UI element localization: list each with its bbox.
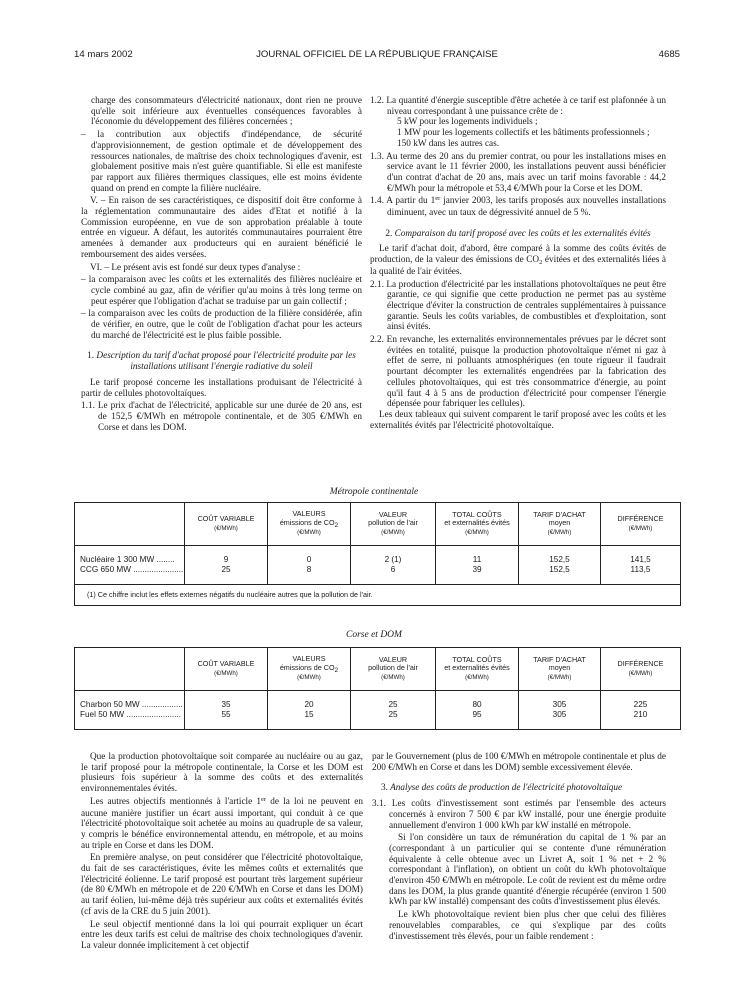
header-cell: VALEUR pollution de l'air (€/MWh) [351, 648, 436, 691]
numbered-paragraph: 1.2. La quantité d'énergie susceptible d'être achetée à ce tarif est plafonnée à un niveau correspondant à une puissance crête de : [370, 96, 666, 117]
header-cell: VALEURS émissions de $CO_2$ (€/MWh) [268, 503, 351, 546]
paragraph [81, 797, 363, 852]
text-run: évitées et des externalités liées à la qualité de l'air évitées. [370, 255, 666, 277]
table-header-row [75, 648, 681, 691]
paragraph: Les deux tableaux qui suivent comparent le tarif proposé avec les coûts et les externalités évités par l'électricité photovoltaïque. [370, 409, 666, 431]
paragraph: En première analyse, on peut considérer que l'électricité photovoltaïque, du fait de ses caractéristiques, évite les mêmes coûts et externalités que l'électricité éolienne. Le tarif proposé est pourtant très largement supérieur (de 80 €/MWh en métropole et de 220 €/MWh en Corse et dans les DOM) au tarif éolien, lui-même déjà très supérieur aux coûts et externalités évités (cf avis de la CRE du 5 juin 2001). [81, 853, 363, 917]
list-item: – la comparaison avec les coûts de production de la filière considérée, afin de vérifier, en outre, que le coût de l'obligation d'achat pour les acteurs du marché de l'électricité est le plus faible possible. [81, 309, 362, 341]
list-item: – la contribution aux objectifs d'indépendance, de sécurité d'approvisionnement, de gestion optimale et de développement des ressources nationales, de maîtrise des choix technologiques d'avenir, est globalement positive mais n'est guère quantifiable. Si elle est manifeste par rapport aux filières thermiques classiques, elle est moins évidente quand on prend en compte la filière nucléaire. [81, 130, 362, 194]
superscript: er [435, 195, 441, 203]
header-cell [75, 503, 185, 546]
header-cell: DIFFÉRENCE (€/MWh) [601, 503, 681, 546]
table-cell: 0 8 [268, 546, 351, 585]
issue-date: 14 mars 2002 [74, 49, 133, 60]
numbered-paragraph: 3.1. Les coûts d'investissement sont estimés par l'ensemble des acteurs concernés à environ 7 500 € par kW installé, pour une énergie produite annuellement d'environ 1 000 kWh par kW installé en métropole. [372, 799, 666, 831]
left-column-bottom [81, 752, 363, 954]
section-title: Analyse des coûts de production de l'électricité photovoltaïque [390, 783, 623, 794]
numbered-paragraph: 2.2. En revanche, les externalités environnementales prévues par le décret sont évitées en totalité, puisque la production photovoltaïque n'émet ni gaz à effet de serre, ni polluants atmosphériques (en toute rigueur il faudrait pourtant décompter les externalités engendrées par la fabrication des cellules photovoltaïques, qui est très consommatrice d'énergie, au point qu'il faut 4 à 5 ans de production d'électricité pour compenser l'énergie dépensée pour fabriquer les cellules). [370, 335, 666, 410]
numbered-paragraph: 1.3. Au terme des 20 ans du premier contrat, ou pour les installations mises en service avant le 11 février 2000, les installations peuvent aussi bénéficier d'un contrat d'achat de 20 ans, mais avec un tarif moins favorable : 44,2 €/MWh pour la métropole et 53,4 €/MWh pour la Corse et les DOM. [370, 151, 666, 194]
header-cell: TARIF D'ACHAT moyen (€/MWh) [519, 503, 601, 546]
numbered-paragraph: 1.1. Le prix d'achat de l'électricité, applicable sur une durée de 20 ans, est de 152,5 €/MWh en métropole continentale, et de 305 €/MWh en Corse et dans les DOM. [81, 401, 362, 433]
section-number: 1. [87, 351, 95, 362]
table-cell: 11 39 [436, 546, 519, 585]
header-cell: COÛT VARIABLE (€/MWh) [185, 503, 268, 546]
header-cell: DIFFÉRENCE (€/MWh) [601, 648, 681, 691]
table-cell: 25 25 [351, 691, 436, 730]
page-header [74, 49, 680, 63]
paragraph: V. – En raison de ses caractéristiques, ce dispositif doit être conforme à la réglementation communautaire des aides d'Etat et notifié à la Commission européenne, en vue de son approbation préalable à toute entrée en vigueur. A défaut, les autorités communautaires pourraient être amenées à demander aux producteurs qui en auraient bénéficié le remboursement des aides versées. [81, 196, 362, 260]
header-cell [75, 648, 185, 691]
cost-table-corse-dom [74, 647, 681, 730]
cost-table-metropole [74, 502, 681, 606]
table-caption: Métropole continentale [329, 487, 419, 497]
text-run: Le tarif d'achat doit, d'abord, être comparé à la somme des coûts évités de production, de la valeur des émissions de CO [370, 244, 666, 266]
paragraph: Le kWh photovoltaïque revient bien plus cher que celui des filières renouvelables comparables, ce qui s'explique par des coûts d'investissement très élevés, pour un faible rendement : [389, 910, 666, 942]
section-number: 3. [381, 783, 388, 794]
table-cell: 35 55 [185, 691, 268, 730]
table-footnote-row [75, 585, 681, 606]
paragraph: Que la production photovoltaïque soit comparée au nucléaire ou au gaz, le tarif proposé pour la métropole continentale, la Corse et les DOM est plusieurs fois supérieur à la somme des coûts et des externalités environnementales évités. [81, 752, 363, 795]
paragraph: par le Gouvernement (plus de 100 €/MWh en métropole continentale et plus de 200 €/MWh en Corse et dans les DOM) semble excessivement élevée. [372, 752, 666, 773]
text-run: de la loi ne peuvent en aucune manière justifier un écart aussi important, qui conduit à ce que l'électricité photovoltaïque soit achetée au moins au quadruple de sa valeur, y compris le bénéfice environnemental attendu, en métropole, et au moins au triple en Corse et dans les DOM. [81, 796, 363, 851]
row-labels: Charbon 50 MW .................. Fuel 50 MW ........................ [75, 691, 185, 730]
numbered-paragraph: 2.1. La production d'électricité par les installations photovoltaïques ne peut être garantie, ce qui signifie que cette production ne permet pas au système électrique d'éviter la construction de centrales supplémentaires à puissance garantie. Seuls les coûts variables, de combustibles et d'exploitation, sont ainsi évités. [370, 279, 666, 333]
right-column-top [370, 96, 666, 433]
table-row [75, 691, 681, 730]
paragraph: Si l'on considère un taux de rémunération du capital de 1 % par an (correspondant à un particulier qui se contente d'une rémunération équivalente à celle obtenue avec un Livret A, soit 1 % net + 2 % correspondant à l'inflation), on obtient un coût du kWh photovoltaïque d'environ 450 €/MWh en métropole. Le coût de revient est du même ordre dans les DOM, la plus grande quantité d'énergie récupérée (environ 1 500 kWh par kW installé) compensant des coûts d'investissement plus élevés. [389, 833, 666, 908]
table-cell: 2 (1) 6 [351, 546, 436, 585]
text-run: janvier 2003, les tarifs proposés aux nouvelles installations diminuent, avec un taux de dégressivité annuel de 5 %. [387, 196, 666, 219]
list-item: – la comparaison avec les coûts et les externalités des filières nucléaire et cycle combiné au gaz, afin de vérifier qu'au moins à très long terme on peut espérer que l'obligation d'achat se traduise par un gain collectif ; [81, 275, 362, 307]
superscript: er [261, 795, 267, 803]
table-cell: 152,5 152,5 [519, 546, 601, 585]
paragraph: Le tarif proposé concerne les installations produisant de l'électricité à partir de cellules photovoltaïques. [81, 377, 362, 399]
section-title: Comparaison du tarif proposé avec les coûts et les externalités évités [394, 228, 651, 239]
table-cell: 80 95 [436, 691, 519, 730]
subscript: 2 [539, 259, 543, 267]
table-caption: Corse et DOM [346, 630, 402, 640]
table-footnote: (1) Ce chiffre inclut les effets externes négatifs du nucléaire autres que la pollution de l'air. [75, 585, 681, 606]
left-column-top [81, 96, 362, 435]
section-heading [372, 783, 666, 794]
table-cell: 20 15 [268, 691, 351, 730]
numbered-paragraph [370, 196, 666, 218]
journal-title: JOURNAL OFFICIEL DE LA RÉPUBLIQUE FRANÇAISE [256, 49, 498, 60]
paragraph [370, 244, 666, 277]
table-row [75, 546, 681, 585]
right-column-bottom [372, 752, 666, 944]
paragraph: VI. – Le présent avis est fondé sur deux types d'analyse : [90, 262, 301, 273]
header-cell: VALEUR pollution de l'air (€/MWh) [351, 503, 436, 546]
paragraph: charge des consommateurs d'électricité nationaux, dont rien ne prouve qu'elle soit inférieure aux éventuelles conséquences favorables à l'économie du développement des filières concernées ; [91, 96, 362, 128]
table-cell: 225 210 [601, 691, 681, 730]
section-number: 2. [385, 228, 393, 239]
section-title: Description du tarif d'achat proposé pour l'électricité produite par les installations utilisant l'énergie radiative du soleil [96, 351, 356, 373]
list-item: 1 MW pour les logements collectifs et les bâtiments professionnels ; [397, 128, 650, 139]
list-item: 150 kW dans les autres cas. [397, 138, 500, 149]
table-cell: 9 25 [185, 546, 268, 585]
header-cell: TOTAL COÛTS et externalités évités (€/MWh) [436, 648, 519, 691]
list-item: 5 kW pour les logements individuels ; [397, 117, 538, 128]
header-cell: TOTAL COÛTS et externalités évités (€/MWh) [436, 503, 519, 546]
header-cell: VALEURS émissions de $CO_2$ (€/MWh) [268, 648, 351, 691]
table-header-row [75, 503, 681, 546]
header-cell: TARIF D'ACHAT moyen (€/MWh) [519, 648, 601, 691]
table-cell: 305 305 [519, 691, 601, 730]
table-cell: 141,5 113,5 [601, 546, 681, 585]
header-cell: COÛT VARIABLE (€/MWh) [185, 648, 268, 691]
paragraph: Le seul objectif mentionné dans la loi qui pourrait expliquer un écart entre les deux tarifs est celui de maîtrise des choix technologiques d'avenir. La valeur donnée implicitement à cet objectif [81, 919, 363, 951]
page-number: 4685 [658, 49, 680, 60]
section-heading [370, 229, 666, 240]
text-run: Les autres objectifs mentionnés à l'article 1 [90, 796, 262, 807]
row-labels: Nucléaire 1 300 MW ........ CCG 650 MW ...................... [75, 546, 185, 585]
section-heading [81, 351, 362, 372]
text-run: 1.4. A partir du 1 [370, 196, 436, 207]
